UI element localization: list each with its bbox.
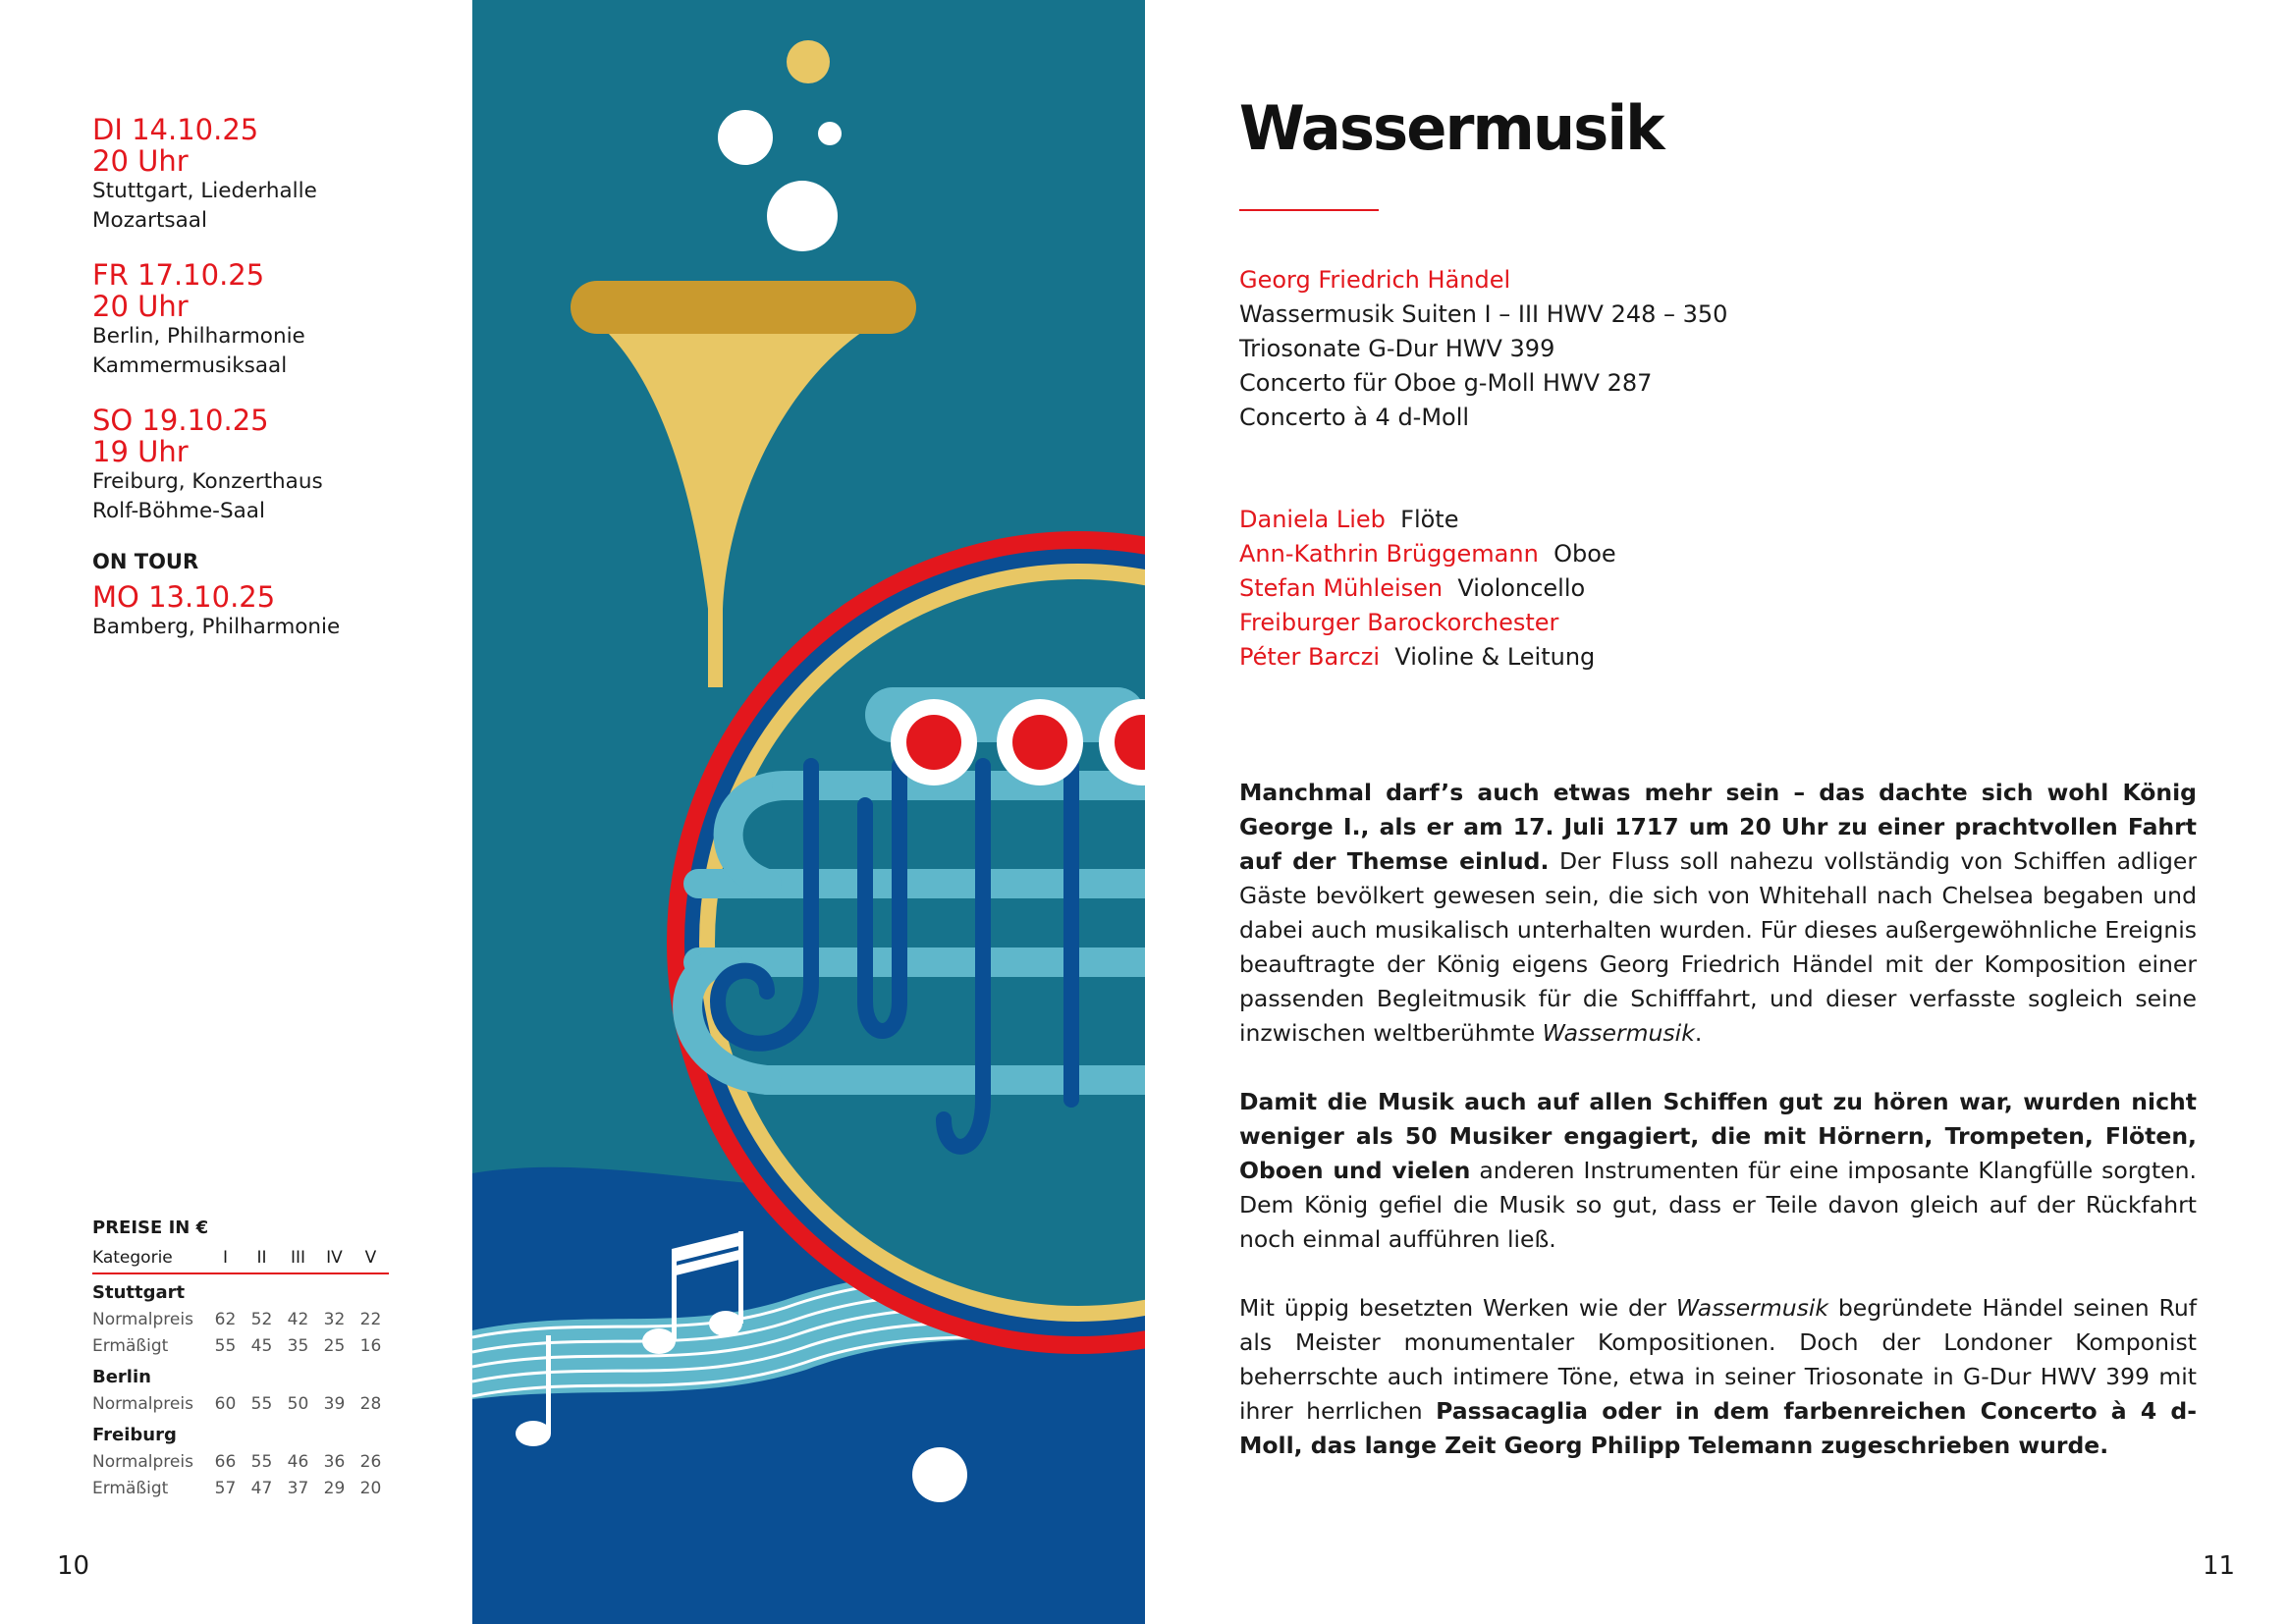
price-value: 66 (214, 1451, 237, 1472)
article-body (1239, 776, 2197, 1497)
price-row (92, 1332, 389, 1359)
performer-name: Freiburger Barockorchester (1239, 609, 1559, 636)
performer-row (1239, 640, 2197, 675)
price-value: 20 (359, 1478, 382, 1498)
concert-date: FR 17.10.25 (92, 258, 265, 292)
concert-hall: Kammermusiksaal (92, 353, 288, 378)
price-row-label: Ermäßigt (92, 1478, 169, 1498)
on-tour-label: ON TOUR (92, 550, 199, 573)
concert-hall: Mozartsaal (92, 208, 207, 233)
price-table-title: PREISE IN € (92, 1218, 209, 1238)
price-value: 57 (214, 1478, 237, 1498)
performer-row (1239, 537, 2197, 571)
price-value: 29 (323, 1478, 346, 1498)
bubble-icon (767, 181, 838, 251)
price-city: Stuttgart (92, 1282, 186, 1303)
price-row (92, 1390, 389, 1417)
work-title: Triosonate G-Dur HWV 399 (1239, 335, 1555, 362)
category-heading: III (290, 1247, 306, 1268)
price-row-label: Normalpreis (92, 1451, 193, 1472)
tuba-illustration (472, 0, 1145, 1624)
price-value: 36 (323, 1451, 346, 1472)
price-value: 47 (250, 1478, 273, 1498)
paragraph: Damit die Musik auch auf allen Schiffen gut zu hören war, wurden nicht weniger als 50 Musiker engagiert, die mit Hörnern, Trompeten, Flöten, Oboen und vielen anderen Instrumenten für eine imposante Klangfülle sorgten. Dem König gefiel die Musik so gut, dass er Teile davon gleich auf der Rückfahrt noch einmal aufführen ließ. (1239, 1088, 2197, 1253)
paragraph: Manchmal darf’s auch etwas mehr sein – das dachte sich wohl König George I., als er am 17. Juli 1717 um 20 Uhr zu einer prachtvollen Fahrt auf der Themse einlud. Der Fluss soll nahezu vollständig von Schiffen adliger Gäste bevölkert gewesen sein, die sich von Whitehall nach Chelsea begaben und dabei auch musikalisch unterhalten wurden. Für dieses außergewöhnliche Ereignis beauftragte der König eigens Georg Friedrich Händel mit der Komposition einer passenden Begleitmusik für die Schifffahrt, und dieser verfasste sogleich seine inzwischen weltberühmte Wassermusik. (1239, 779, 2198, 1047)
date-entry-bamberg (92, 581, 416, 642)
performer-role: Flöte (1400, 506, 1459, 533)
date-entry-freiburg (92, 405, 416, 526)
price-value: 55 (214, 1335, 237, 1356)
price-value: 62 (214, 1309, 237, 1329)
bubble-icon (912, 1447, 967, 1502)
category-heading: II (256, 1247, 267, 1268)
concert-date: MO 13.10.25 (92, 580, 276, 614)
program-list (1239, 263, 2197, 435)
concert-city: Stuttgart, Liederhalle (92, 179, 317, 203)
price-value: 25 (323, 1335, 346, 1356)
price-value: 55 (250, 1393, 273, 1414)
price-row (92, 1306, 389, 1332)
work-title: Concerto für Oboe g-Moll HWV 287 (1239, 369, 1653, 397)
work-title: Concerto à 4 d-Moll (1239, 404, 1470, 431)
bubble-icon (818, 122, 842, 145)
performer-role: Violoncello (1457, 574, 1586, 602)
performer-name: Daniela Lieb (1239, 506, 1386, 533)
bubble-icon (787, 40, 830, 83)
price-city: Berlin (92, 1367, 151, 1387)
price-value: 28 (359, 1393, 382, 1414)
price-value: 22 (359, 1309, 382, 1329)
concert-hall: Rolf-Böhme-Saal (92, 499, 265, 523)
price-row-label: Normalpreis (92, 1393, 193, 1414)
work-title: Wassermusik Suiten I – III HWV 248 – 350 (1239, 300, 1728, 328)
concert-city: Freiburg, Konzerthaus (92, 469, 323, 494)
price-value: 37 (287, 1478, 309, 1498)
price-value: 16 (359, 1335, 382, 1356)
concert-date: DI 14.10.25 (92, 113, 259, 146)
price-value: 55 (250, 1451, 273, 1472)
date-entry-berlin (92, 259, 416, 381)
performer-row (1239, 606, 2197, 640)
paragraph: Mit üppig besetzten Werken wie der Wassermusik begründete Händel seinen Ruf als Meister monumentaler Kompositionen. Doch der Londoner Komponist beherrschte auch intimere Töne, etwa in seiner Triosonate in G-Dur HWV 399 mit ihrer herrlichen Passacaglia oder in dem farbenreichen Concerto à 4 d-Moll, das lange Zeit Georg Philipp Telemann zugeschrieben wurde. (1239, 1294, 2197, 1459)
price-value: 46 (287, 1451, 309, 1472)
price-value: 42 (287, 1309, 309, 1329)
price-value: 35 (287, 1335, 309, 1356)
concert-city: Berlin, Philharmonie (92, 324, 305, 349)
logo-text: Wassermusik (1238, 93, 1663, 165)
price-row (92, 1448, 389, 1475)
category-heading: I (222, 1247, 228, 1268)
price-city: Freiburg (92, 1425, 177, 1445)
price-value: 45 (250, 1335, 273, 1356)
concert-date: SO 19.10.25 (92, 404, 269, 437)
logo-divider (1239, 209, 1379, 211)
price-value: 52 (250, 1309, 273, 1329)
bubble-icon (718, 110, 773, 165)
concert-time: 20 Uhr (92, 290, 189, 323)
category-label: Kategorie (92, 1247, 173, 1268)
concert-city: Bamberg, Philharmonie (92, 615, 341, 639)
wassermusik-logo (1235, 82, 1663, 171)
page-number-right: 11 (2203, 1551, 2236, 1581)
price-table-header (92, 1244, 389, 1274)
price-row-label: Ermäßigt (92, 1335, 169, 1356)
page-number-left: 10 (57, 1551, 90, 1581)
performer-role: Oboe (1553, 540, 1616, 568)
concert-time: 20 Uhr (92, 144, 189, 178)
performer-row (1239, 571, 2197, 606)
performer-name: Ann-Kathrin Brüggemann (1239, 540, 1539, 568)
performer-role: Violine & Leitung (1394, 643, 1596, 671)
category-heading: V (364, 1247, 377, 1268)
price-value: 50 (287, 1393, 309, 1414)
price-row (92, 1475, 389, 1501)
performer-name: Stefan Mühleisen (1239, 574, 1444, 602)
price-row-label: Normalpreis (92, 1309, 193, 1329)
price-value: 60 (214, 1393, 237, 1414)
concert-dates (92, 114, 416, 666)
performer-row (1239, 503, 2197, 537)
price-value: 26 (359, 1451, 382, 1472)
composer-name: Georg Friedrich Händel (1239, 266, 1511, 294)
concert-time: 19 Uhr (92, 435, 189, 468)
date-entry-stuttgart (92, 114, 416, 236)
bell-rim (571, 281, 916, 334)
category-heading: IV (326, 1247, 343, 1268)
price-table (92, 1218, 389, 1501)
performer-name: Péter Barczi (1239, 643, 1381, 671)
price-value: 32 (323, 1309, 346, 1329)
performer-list (1239, 503, 2197, 675)
price-value: 39 (323, 1393, 346, 1414)
